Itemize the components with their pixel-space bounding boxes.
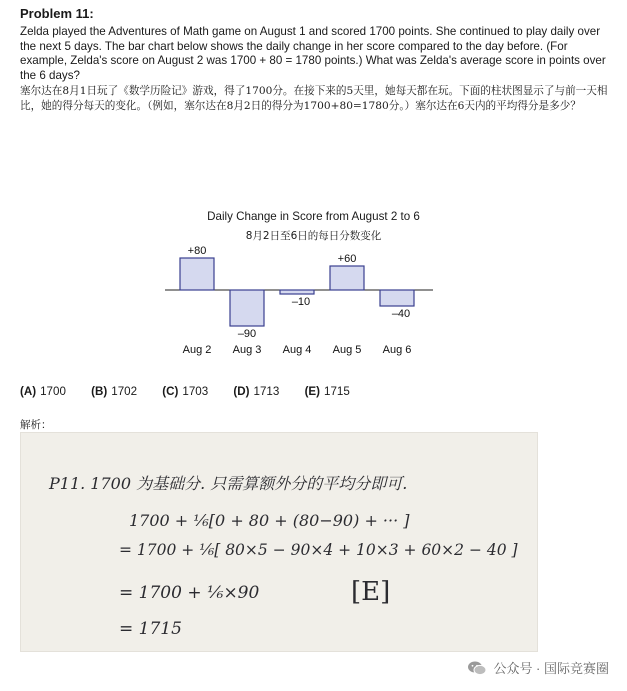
bar-aug-2 xyxy=(180,258,214,290)
footer-text: 公众号 · 国际竞赛圈 xyxy=(493,661,609,676)
choice-value: 1703 xyxy=(182,385,209,398)
choice-letter: (C) xyxy=(162,385,179,398)
choice-b[interactable] xyxy=(91,385,137,398)
choice-letter: (D) xyxy=(233,385,250,398)
choice-a[interactable] xyxy=(20,385,66,398)
solution-line-1: P11. 1700 为基础分. 只需算额外分的平均分即可. xyxy=(49,474,408,493)
choice-value: 1700 xyxy=(40,385,66,398)
tick-label: Aug 3 xyxy=(232,344,262,356)
choice-value: 1715 xyxy=(324,385,350,398)
handwritten-solution xyxy=(20,432,538,652)
choice-letter: (A) xyxy=(20,385,37,398)
choice-c[interactable] xyxy=(162,385,208,398)
chart-title-chinese: 8月2日至6日的每日分数变化 xyxy=(245,230,382,242)
solution-answer: [E] xyxy=(351,577,391,607)
bar-aug-6 xyxy=(380,290,414,306)
tick-label: Aug 6 xyxy=(382,344,412,356)
problem-text-chinese: 塞尔达在8月1日玩了《数学历险记》游戏，得了1700分。在接下来的5天里，她每天都在玩。下面的柱状图显示了与前一天相比，她的得分每天的变化。（例如，塞尔达在8月2日的得分为1700+80=1780分。）塞尔达在6天内的平均得分是多少？ xyxy=(20,85,608,112)
choice-value: 1713 xyxy=(253,385,280,398)
data-label: –90 xyxy=(237,328,257,340)
solution-line-2: 1700 + ⅙[0 + 80 + (80−90) + ··· ] xyxy=(129,511,410,530)
data-label: –10 xyxy=(291,296,311,308)
choice-e[interactable] xyxy=(305,385,350,398)
problem-title: Problem 11: xyxy=(20,6,94,21)
tick-label: Aug 4 xyxy=(282,344,312,356)
solution-line-5: = 1715 xyxy=(119,619,182,639)
solution-line-3: = 1700 + ⅙[ 80×5 − 90×4 + 10×3 + 60×2 − 40 ] xyxy=(119,541,518,559)
data-label: –40 xyxy=(391,308,411,320)
wechat-footer xyxy=(467,658,609,677)
analysis-label: 解析： xyxy=(20,419,52,431)
choice-letter: (B) xyxy=(91,385,108,398)
tick-label: Aug 2 xyxy=(182,344,212,356)
solution-line-4: = 1700 + ⅙×90 xyxy=(119,583,260,603)
chart-title: Daily Change in Score from August 2 to 6 xyxy=(207,210,420,223)
data-label: +80 xyxy=(187,245,207,257)
choice-value: 1702 xyxy=(111,385,138,398)
bar-aug-4 xyxy=(280,290,314,294)
data-label: +60 xyxy=(337,253,357,265)
choice-letter: (E) xyxy=(304,385,321,398)
bar-aug-5 xyxy=(330,266,364,290)
choice-d[interactable] xyxy=(233,385,279,398)
wechat-icon xyxy=(467,660,487,676)
problem-text-english: Zelda played the Adventures of Math game on August 1 and scored 1700 points. She continued to play daily over the next 5 days. The bar chart below shows the daily change in her score compared to the day before. (For example, Zelda's score on August 2 was 1700 + 80 = 1780 points.) What was Zelda's average score in points over the 6 days? xyxy=(20,25,606,82)
bar-aug-3 xyxy=(230,290,264,326)
answer-choices xyxy=(20,385,372,398)
tick-label: Aug 5 xyxy=(332,344,362,356)
